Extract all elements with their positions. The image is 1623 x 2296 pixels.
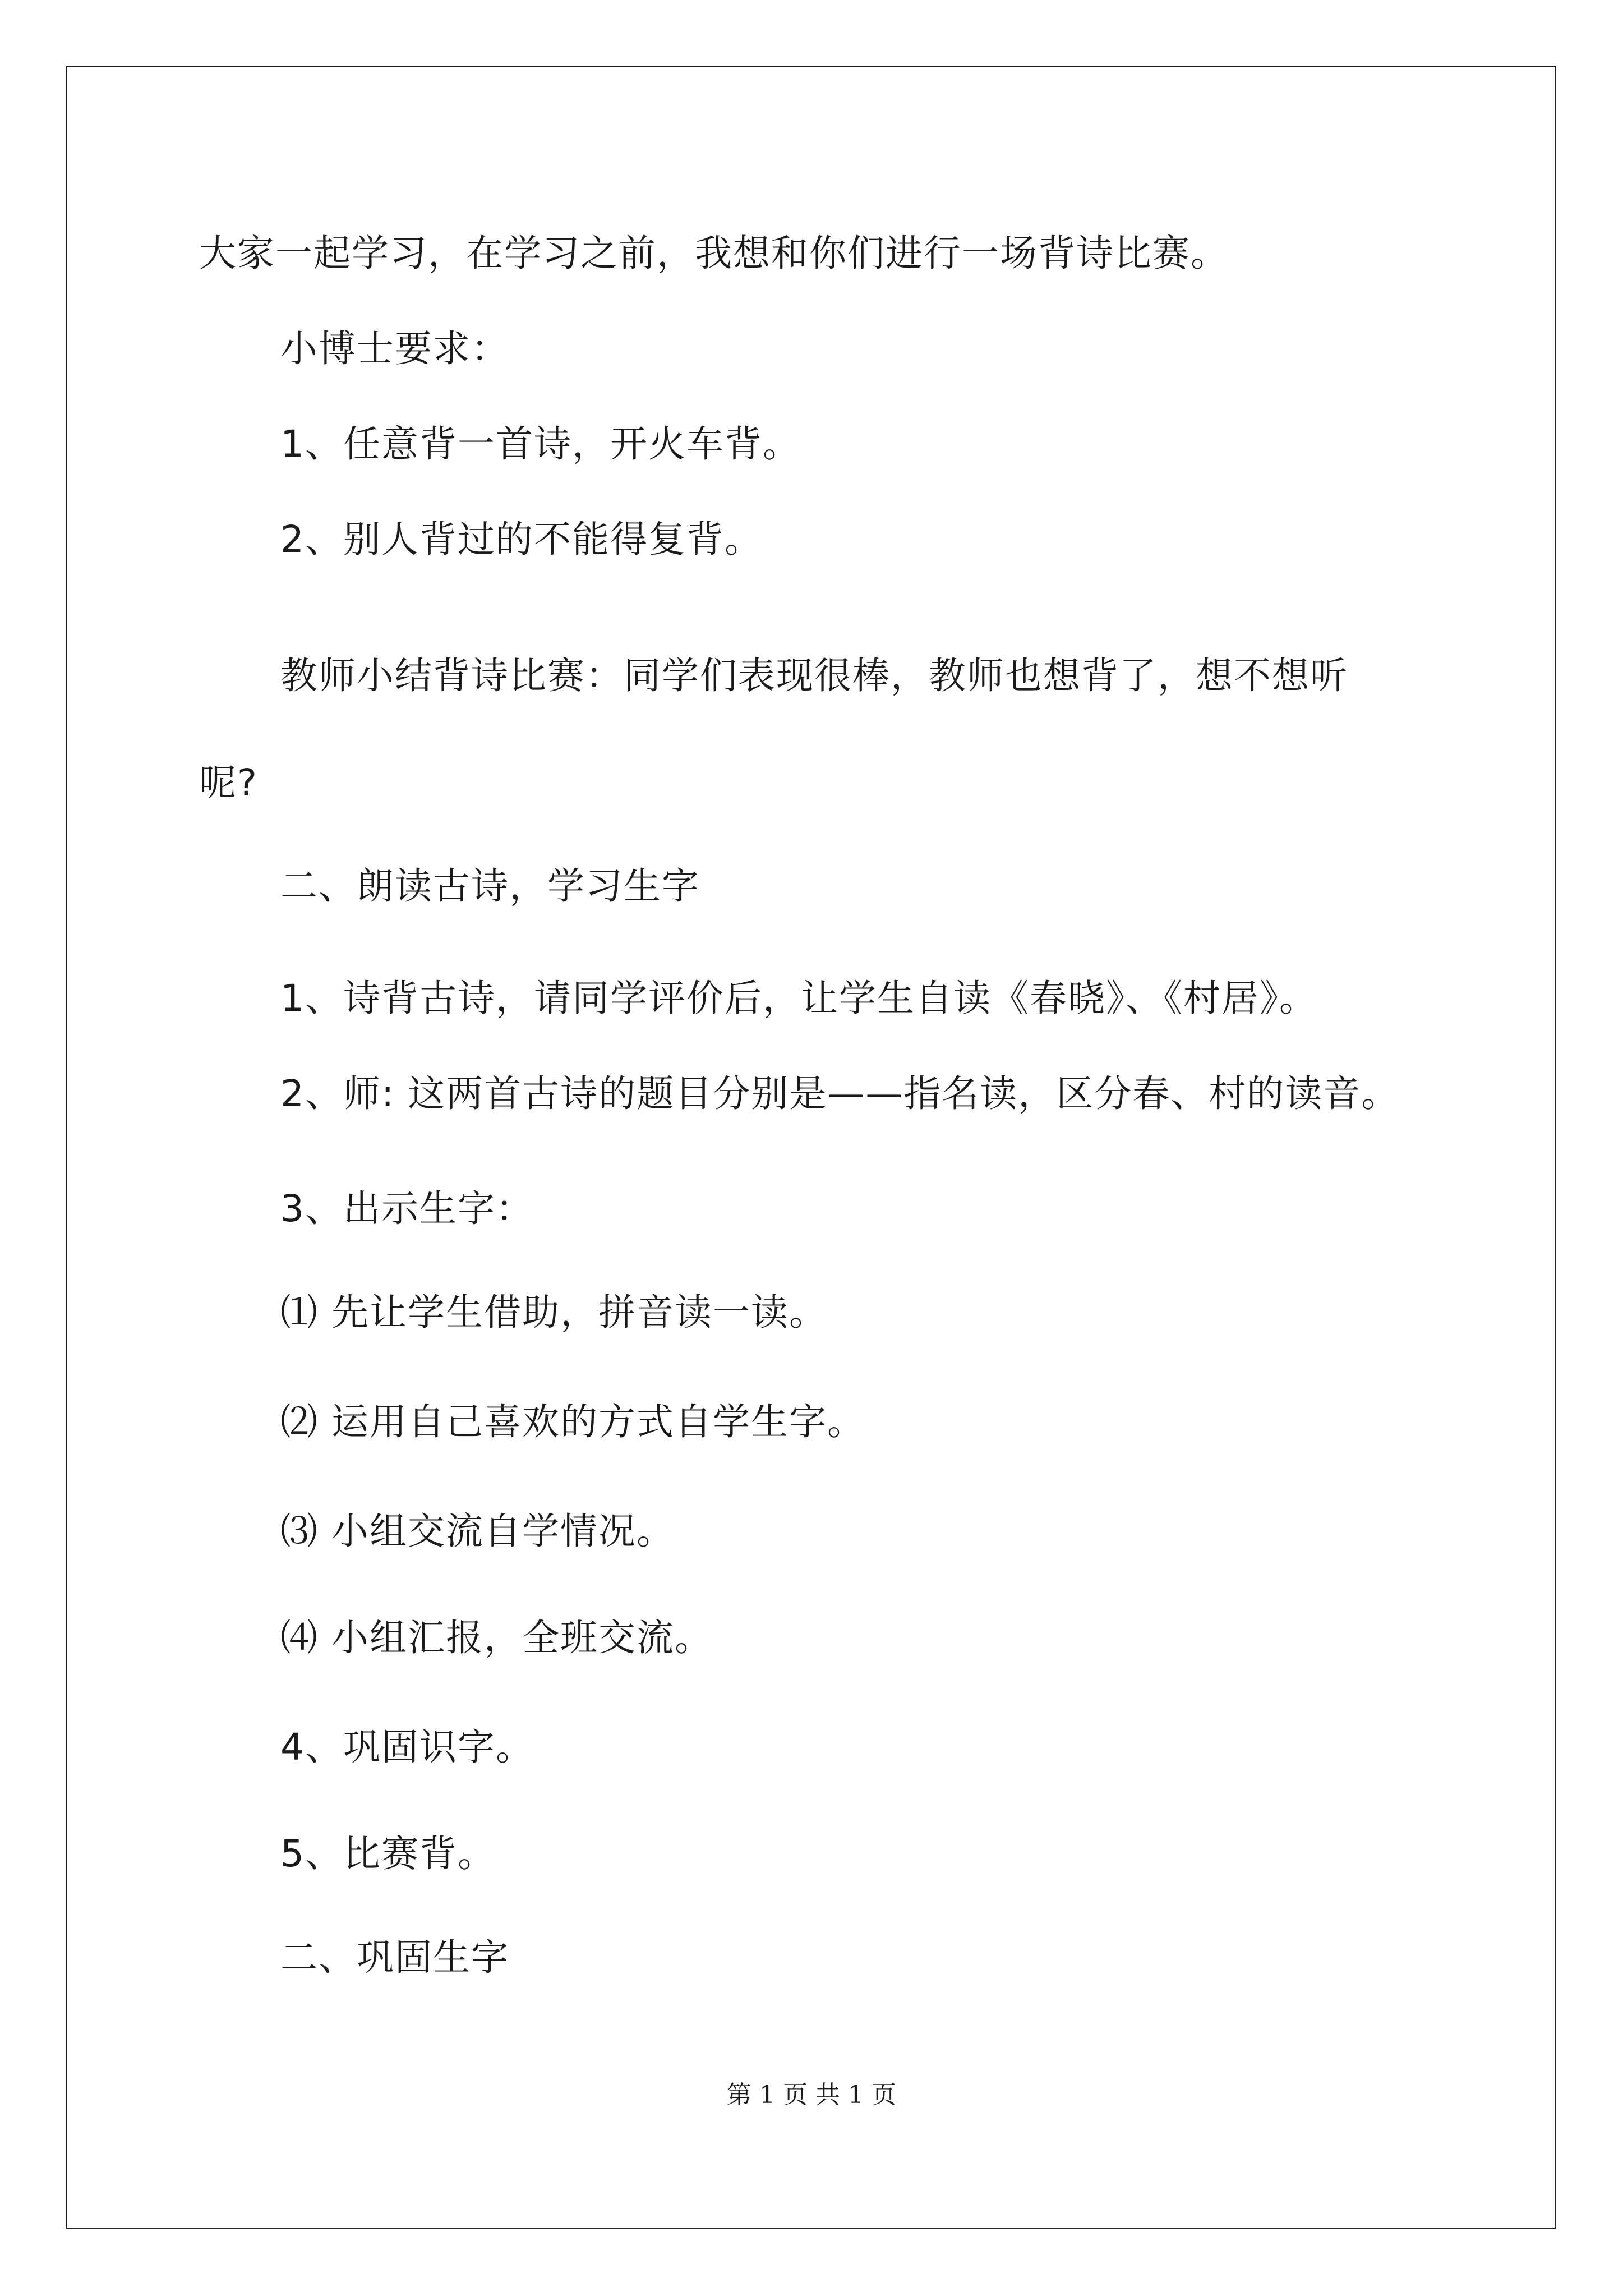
paragraph-rule-1: 1、任意背一首诗，开火车背。 <box>280 422 801 466</box>
paragraph-step-1: 1、诗背古诗，请同学评价后，让学生自读《春晓》、《村居》。 <box>280 977 1317 1020</box>
paragraph-rule-2: 2、别人背过的不能得复背。 <box>280 518 763 561</box>
paragraph-substep-1: ⑴ 先让学生借助，拼音读一读。 <box>280 1291 827 1334</box>
paragraph-step-5: 5、比赛背。 <box>280 1832 496 1875</box>
paragraph-intro-continuation: 大家一起学习，在学习之前，我想和你们进行一场背诗比赛。 <box>199 232 1229 275</box>
paragraph-substep-4: ⑷ 小组汇报，全班交流。 <box>280 1616 713 1659</box>
paragraph-step-3: 3、出示生字： <box>280 1187 534 1230</box>
paragraph-requirements-heading: 小博士要求： <box>280 327 509 370</box>
paragraph-teacher-summary: 教师小结背诗比赛：同学们表现很棒，教师也想背了，想不想听 <box>280 654 1348 697</box>
page-border <box>66 66 1556 2229</box>
paragraph-teacher-summary-continuation: 呢? <box>199 761 259 804</box>
section-heading-read-poems: 二、朗读古诗，学习生字 <box>280 864 700 908</box>
paragraph-step-2: 2、师: 这两首古诗的题目分别是——指名读，区分春、村的读音。 <box>280 1072 1400 1115</box>
page-footer: 第 1 页 共 1 页 <box>727 2081 896 2109</box>
paragraph-substep-3: ⑶ 小组交流自学情况。 <box>280 1510 675 1553</box>
paragraph-step-4: 4、巩固识字。 <box>280 1726 534 1769</box>
section-heading-consolidate: 二、巩固生字 <box>280 1936 509 1979</box>
paragraph-substep-2: ⑵ 运用自己喜欢的方式自学生字。 <box>280 1400 865 1443</box>
